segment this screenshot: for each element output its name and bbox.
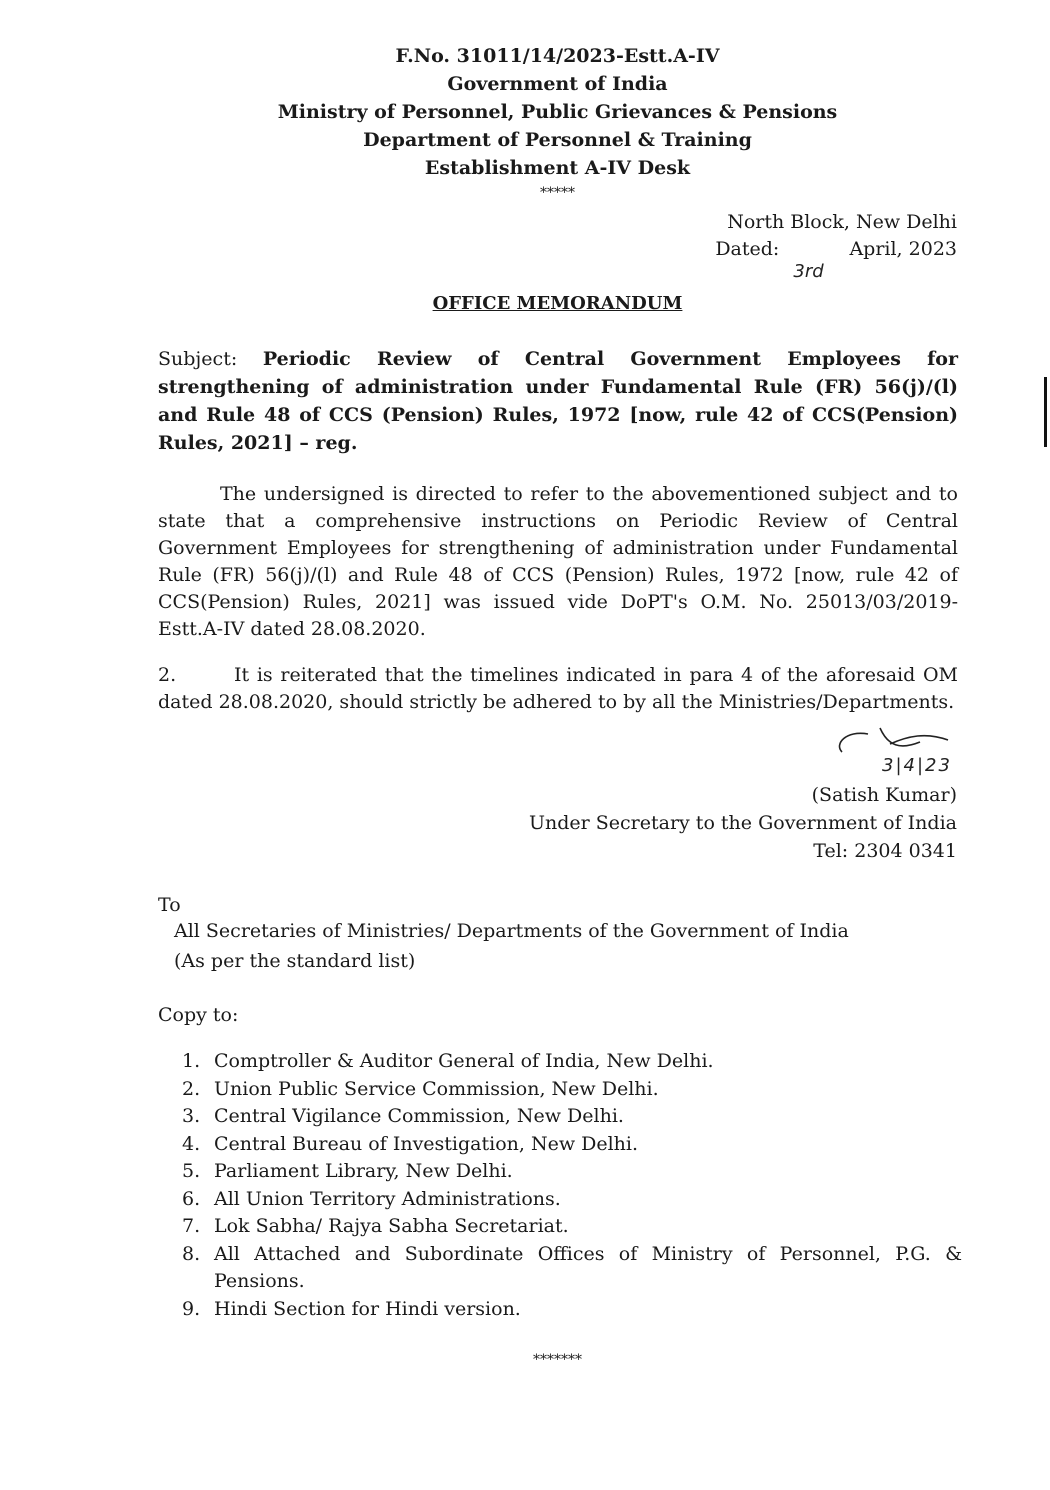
margin-mark bbox=[1044, 377, 1047, 447]
signatory-name: (Satish Kumar) bbox=[811, 784, 957, 806]
list-item: 7. Lok Sabha/ Rajya Sabha Secretariat. bbox=[182, 1215, 569, 1237]
handwritten-day: 3rd bbox=[793, 261, 824, 282]
month-year: April, 2023 bbox=[849, 238, 957, 260]
desk-line: Establishment A-IV Desk bbox=[424, 157, 691, 179]
header-stars: ***** bbox=[540, 185, 575, 201]
memo-title: OFFICE MEMORANDUM bbox=[432, 293, 683, 314]
list-item: 9. Hindi Section for Hindi version. bbox=[182, 1297, 521, 1320]
date-line bbox=[715, 238, 957, 282]
department-line: Department of Personnel & Training bbox=[363, 129, 752, 151]
list-item: 6. All Union Territory Administrations. bbox=[182, 1187, 561, 1210]
paragraph-2-number: 2. bbox=[158, 664, 177, 686]
to-line-1: All Secretaries of Ministries/ Departments of the Government of India bbox=[174, 920, 849, 942]
dated-label: Dated: bbox=[715, 238, 780, 260]
to-label: To bbox=[158, 894, 181, 916]
ministry-line: Ministry of Personnel, Public Grievances & Pensions bbox=[277, 101, 838, 123]
handwritten-sign-date: 3|4|23 bbox=[882, 755, 952, 776]
copy-to-list bbox=[182, 1048, 962, 1323]
paragraph-1: The undersigned is directed to refer to the abovementioned subject and to state that a comprehensive instructions on Periodic Review of Central Government Employees for strengthening of administration under Fundamental Rule (FR) 56(j)/(l) and Rule 48 of CCS (Pension) Rules, 1972 [now, rule 42 of CCS(Pension) Rules, 2021] was issued vide DoPT's O.M. No. 25013/03/2019-Estt.A-IV dated 28.08.2020. bbox=[158, 483, 958, 640]
footer-stars: ******* bbox=[533, 1352, 582, 1368]
copy-to-label: Copy to: bbox=[158, 1004, 239, 1026]
subject-block bbox=[158, 345, 958, 457]
file-number: F.No. 31011/14/2023-Estt.A-IV bbox=[395, 45, 720, 67]
list-item: 1. Comptroller & Auditor General of India, New Delhi. bbox=[182, 1050, 714, 1072]
government-line: Government of India bbox=[447, 73, 668, 95]
paragraph-2 bbox=[158, 662, 958, 716]
list-item: 4. Central Bureau of Investigation, New Delhi. bbox=[182, 1132, 639, 1155]
list-item: 2. Union Public Service Commission, New Delhi. bbox=[182, 1077, 659, 1100]
list-item: 5. Parliament Library, New Delhi. bbox=[182, 1160, 513, 1182]
signatory-designation: Under Secretary to the Government of India bbox=[528, 812, 957, 834]
list-item: 8. All Attached and Subordinate Offices of Ministry of Personnel, P.G. & Pensions. bbox=[182, 1242, 962, 1292]
list-item: 3. Central Vigilance Commission, New Delhi. bbox=[182, 1105, 624, 1127]
place: North Block, New Delhi bbox=[727, 211, 957, 233]
to-line-2: (As per the standard list) bbox=[174, 950, 416, 972]
signatory-tel: Tel: 2304 0341 bbox=[813, 840, 957, 862]
subject-label: Subject: bbox=[158, 348, 238, 370]
subject-text: Periodic Review of Central Government Employees for strengthening of administration under Fundamental Rule (FR) 56(j)/(l) and Rule 48 of CCS (Pension) Rules, 1972 [now, rule 42 of CCS(Pension) Rules, 2021] – reg. bbox=[158, 348, 958, 454]
paragraph-2-text: It is reiterated that the timelines indicated in para 4 of the aforesaid OM dated 28.08.2020, should strictly be adhered to by all the Ministries/Departments. bbox=[158, 664, 958, 713]
